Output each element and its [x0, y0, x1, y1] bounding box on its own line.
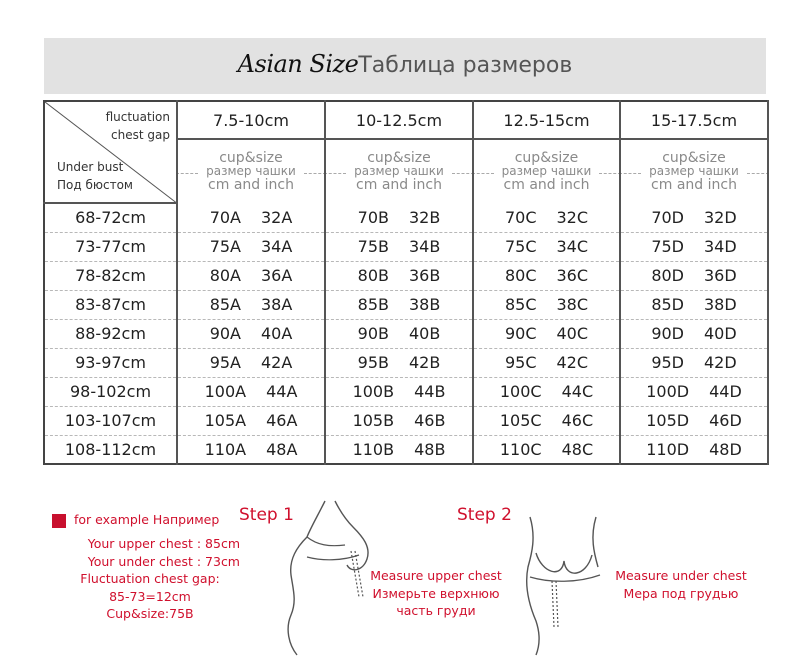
- size-cell: [177, 319, 325, 348]
- under-bust-cell: 93-97cm: [44, 348, 177, 377]
- inch-size-value: 40A: [261, 324, 293, 343]
- column-subheader: cup&size размер чашки cm and inch: [620, 139, 768, 203]
- under-bust-cell: 88-92cm: [44, 319, 177, 348]
- size-cell: [473, 261, 620, 290]
- table-row: [44, 377, 768, 406]
- inch-size-value: 38C: [556, 295, 589, 314]
- size-cell: [473, 319, 620, 348]
- size-cell: [620, 435, 768, 464]
- inch-size-value: 42D: [704, 353, 737, 372]
- cup-size-value: 100A: [204, 382, 247, 401]
- table-row: [44, 319, 768, 348]
- corner-under-bust-label: Under bust Под бюстом: [57, 160, 133, 192]
- cup-size-value: 105A: [204, 411, 247, 430]
- inch-size-value: 44C: [561, 382, 594, 401]
- cup-size-value: 90B: [357, 324, 389, 343]
- inch-size-value: 34D: [704, 237, 737, 256]
- column-subheader: cup&size размер чашки cm and inch: [177, 139, 325, 203]
- size-cell: [620, 406, 768, 435]
- inch-size-value: 38B: [409, 295, 441, 314]
- size-cell: [473, 290, 620, 319]
- size-cell: [177, 435, 325, 464]
- under-bust-cell: 103-107cm: [44, 406, 177, 435]
- table-row: [44, 203, 768, 232]
- size-cell: [177, 203, 325, 232]
- table-row: [44, 232, 768, 261]
- cup-size-value: 105D: [646, 411, 690, 430]
- size-cell: [325, 377, 473, 406]
- inch-size-value: 40D: [704, 324, 737, 343]
- cup-size-value: 70B: [357, 207, 389, 227]
- size-cell: [177, 406, 325, 435]
- inch-size-value: 36D: [704, 266, 737, 285]
- corner-header-cell: [44, 101, 177, 203]
- cup-size-value: 80C: [504, 266, 537, 285]
- cup-size-value: 75C: [504, 237, 537, 256]
- size-cell: [325, 319, 473, 348]
- inch-size-value: 40C: [556, 324, 589, 343]
- upper-chest-figure-icon: [267, 497, 377, 657]
- inch-size-value: 36B: [409, 266, 441, 285]
- column-subheader: cup&size размер чашки cm and inch: [325, 139, 473, 203]
- inch-size-value: 48C: [561, 439, 594, 459]
- cup-size-value: 105B: [352, 411, 395, 430]
- cup-size-value: 85B: [357, 295, 389, 314]
- table-row: [44, 261, 768, 290]
- inch-size-value: 34B: [409, 237, 441, 256]
- cup-size-value: 95D: [651, 353, 684, 372]
- cup-size-value: 100D: [646, 382, 690, 401]
- size-cell: [473, 232, 620, 261]
- example-heading: for example Например: [74, 512, 220, 527]
- inch-size-value: 32C: [556, 207, 589, 227]
- size-cell: [620, 348, 768, 377]
- cup-size-value: 80A: [209, 266, 241, 285]
- step2-caption: Measure under chest Мера под грудью: [615, 568, 747, 601]
- table-row: [44, 435, 768, 464]
- size-cell: [473, 377, 620, 406]
- step2-label: Step 2: [457, 505, 512, 525]
- cup-size-value: 80D: [651, 266, 684, 285]
- cup-size-value: 80B: [357, 266, 389, 285]
- size-cell: [325, 406, 473, 435]
- inch-size-value: 48D: [709, 439, 742, 459]
- inch-size-value: 46B: [414, 411, 446, 430]
- cup-size-value: 105C: [499, 411, 542, 430]
- under-bust-cell: 83-87cm: [44, 290, 177, 319]
- size-cell: [620, 203, 768, 232]
- size-cell: [177, 261, 325, 290]
- inch-size-value: 32B: [409, 207, 441, 227]
- column-subheader: cup&size размер чашки cm and inch: [473, 139, 620, 203]
- cup-size-value: 110B: [352, 439, 395, 459]
- inch-size-value: 42B: [409, 353, 441, 372]
- title-english: Asian Size: [237, 50, 359, 78]
- cup-size-value: 100C: [499, 382, 542, 401]
- column-header: 7.5-10cm: [177, 101, 325, 139]
- step1-label: Step 1: [239, 505, 294, 525]
- inch-size-value: 46C: [561, 411, 594, 430]
- under-bust-cell: 98-102cm: [44, 377, 177, 406]
- cup-size-value: 75D: [651, 237, 684, 256]
- cup-size-value: 90D: [651, 324, 684, 343]
- size-cell: [177, 232, 325, 261]
- size-cell: [473, 348, 620, 377]
- size-cell: [620, 319, 768, 348]
- cup-size-value: 75B: [357, 237, 389, 256]
- size-cell: [325, 290, 473, 319]
- cup-size-value: 95B: [357, 353, 389, 372]
- inch-size-value: 48B: [414, 439, 446, 459]
- size-cell: [325, 232, 473, 261]
- size-cell: [620, 377, 768, 406]
- inch-size-value: 42C: [556, 353, 589, 372]
- inch-size-value: 48A: [266, 439, 298, 459]
- size-cell: [177, 348, 325, 377]
- column-header: 12.5-15cm: [473, 101, 620, 139]
- inch-size-value: 42A: [261, 353, 293, 372]
- size-cell: [325, 261, 473, 290]
- table-row: [44, 406, 768, 435]
- example-calculation: Fluctuation chest gap: 85-73=12cm Cup&size:75B: [80, 571, 220, 621]
- under-chest-figure-icon: [506, 497, 616, 657]
- inch-size-value: 32A: [261, 207, 293, 227]
- title-banner: [44, 38, 766, 94]
- under-bust-cell: 73-77cm: [44, 232, 177, 261]
- column-header: 15-17.5cm: [620, 101, 768, 139]
- cup-size-value: 110A: [204, 439, 247, 459]
- inch-size-value: 46D: [709, 411, 742, 430]
- cup-size-value: 95C: [504, 353, 537, 372]
- cup-size-value: 75A: [209, 237, 241, 256]
- cup-size-value: 85C: [504, 295, 537, 314]
- cup-size-value: 70D: [651, 207, 684, 227]
- cup-size-value: 85D: [651, 295, 684, 314]
- inch-size-value: 44D: [709, 382, 742, 401]
- under-bust-cell: 68-72cm: [44, 203, 177, 232]
- column-header: 10-12.5cm: [325, 101, 473, 139]
- size-cell: [620, 290, 768, 319]
- under-bust-cell: 78-82cm: [44, 261, 177, 290]
- inch-size-value: 44B: [414, 382, 446, 401]
- under-bust-cell: 108-112cm: [44, 435, 177, 464]
- cup-size-value: 70A: [209, 207, 241, 227]
- size-cell: [473, 203, 620, 232]
- table-row: [44, 290, 768, 319]
- inch-size-value: 44A: [266, 382, 298, 401]
- inch-size-value: 34A: [261, 237, 293, 256]
- inch-size-value: 36A: [261, 266, 293, 285]
- inch-size-value: 38D: [704, 295, 737, 314]
- cup-size-value: 90C: [504, 324, 537, 343]
- size-cell: [620, 232, 768, 261]
- table-row: [44, 348, 768, 377]
- red-square-icon: [52, 514, 66, 528]
- cup-size-value: 110C: [499, 439, 542, 459]
- title-russian: Таблица размеров: [358, 53, 573, 78]
- inch-size-value: 36C: [556, 266, 589, 285]
- inch-size-value: 46A: [266, 411, 298, 430]
- inch-size-value: 38A: [261, 295, 293, 314]
- cup-size-value: 70C: [504, 207, 537, 227]
- cup-size-value: 100B: [352, 382, 395, 401]
- size-cell: [177, 290, 325, 319]
- size-cell: [473, 435, 620, 464]
- example-details: Your upper chest : 85cm Your under chest : 73cm: [87, 536, 240, 569]
- measurement-guide: [40, 485, 770, 655]
- size-cell: [325, 435, 473, 464]
- size-cell: [620, 261, 768, 290]
- size-cell: [325, 203, 473, 232]
- size-cell: [177, 377, 325, 406]
- size-chart-table: [43, 100, 769, 465]
- cup-size-value: 90A: [209, 324, 241, 343]
- size-cell: [473, 406, 620, 435]
- inch-size-value: 40B: [409, 324, 441, 343]
- cup-size-value: 95A: [209, 353, 241, 372]
- cup-size-value: 85A: [209, 295, 241, 314]
- inch-size-value: 34C: [556, 237, 589, 256]
- cup-size-value: 110D: [646, 439, 690, 459]
- step1-caption: Measure upper chest Измерьте верхнюю часть груди: [370, 568, 502, 618]
- corner-fluctuation-label: fluctuation chest gap: [105, 110, 170, 142]
- inch-size-value: 32D: [704, 207, 737, 227]
- size-cell: [325, 348, 473, 377]
